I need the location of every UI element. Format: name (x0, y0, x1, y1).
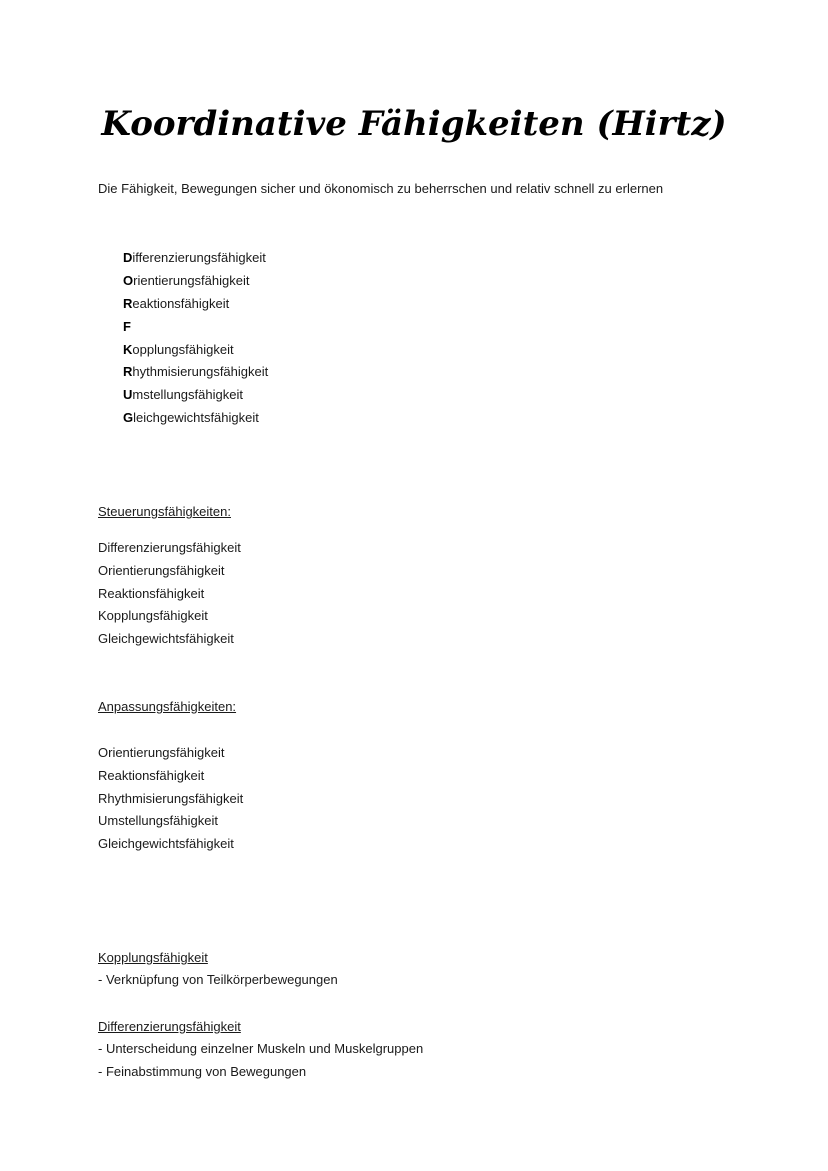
acrostic-initial: O (123, 272, 134, 288)
acrostic-item (123, 384, 268, 407)
kopplung-list (98, 968, 338, 991)
acrostic-item (123, 361, 268, 384)
anpassung-list (98, 742, 243, 856)
steuerung-list (98, 537, 241, 651)
list-item: - Feinabstimmung von Bewegungen (98, 1064, 307, 1079)
acrostic-list (123, 247, 268, 430)
acrostic-initial: K (123, 341, 133, 357)
list-item: - Verknüpfung von Teilkörperbewegungen (98, 972, 338, 987)
acrostic-rest: leichgewichtsfähigkeit (133, 410, 259, 426)
list-item: Gleichgewichtsfähigkeit (98, 631, 234, 647)
list-item: Gleichgewichtsfähigkeit (98, 836, 234, 852)
page-title: Koordinative Fähigkeiten (Hirtz) (101, 104, 727, 144)
list-item: Orientierungsfähigkeit (98, 745, 225, 760)
kopplung-heading: Kopplungsfähigkeit (98, 950, 208, 965)
acrostic-item (123, 316, 268, 339)
list-item: - Unterscheidung einzelner Muskeln und Muskelgruppen (98, 1041, 424, 1056)
acrostic-initial: U (123, 387, 133, 403)
acrostic-initial: G (123, 410, 134, 426)
list-item: Umstellungsfähigkeit (98, 813, 218, 829)
acrostic-initial: D (123, 250, 133, 265)
list-item: Differenzierungsfähigkeit (98, 540, 241, 555)
anpassung-heading: Anpassungsfähigkeiten: (98, 699, 237, 714)
list-item: Reaktionsfähigkeit (98, 585, 205, 601)
list-item: Rhythmisierungsfähigkeit (98, 790, 244, 806)
acrostic-item (123, 339, 268, 362)
differenzierung-section (98, 1017, 423, 1083)
acrostic-item (123, 270, 268, 293)
acrostic-item (123, 247, 268, 270)
acrostic-rest: opplungsfähigkeit (132, 341, 234, 357)
list-item: Orientierungsfähigkeit (98, 562, 225, 578)
kopplung-section (98, 948, 338, 991)
list-item: Kopplungsfähigkeit (98, 608, 208, 624)
acrostic-rest: eaktionsfähigkeit (132, 295, 230, 311)
acrostic-rest: rientierungsfähigkeit (133, 272, 250, 288)
acrostic-rest: mstellungsfähigkeit (132, 387, 243, 403)
acrostic-item (123, 407, 268, 430)
acrostic-initial: R (123, 295, 133, 311)
definition-text: Die Fähigkeit, Bewegungen sicher und ökonomisch zu beherrschen und relativ schnell zu erlernen (98, 181, 664, 196)
list-item: Reaktionsfähigkeit (98, 767, 205, 783)
acrostic-rest: ifferenzierungsfähigkeit (132, 250, 266, 265)
steuerung-heading: Steuerungsfähigkeiten: (98, 504, 231, 519)
differenzierung-list (98, 1037, 423, 1083)
anpassung-section (98, 697, 243, 856)
acrostic-rest: hythmisierungsfähigkeit (132, 364, 269, 380)
acrostic-item (123, 293, 268, 316)
acrostic-initial: R (123, 364, 133, 380)
steuerung-section (98, 502, 241, 651)
acrostic-initial: F (123, 318, 131, 334)
differenzierung-heading: Differenzierungsfähigkeit (98, 1019, 241, 1034)
